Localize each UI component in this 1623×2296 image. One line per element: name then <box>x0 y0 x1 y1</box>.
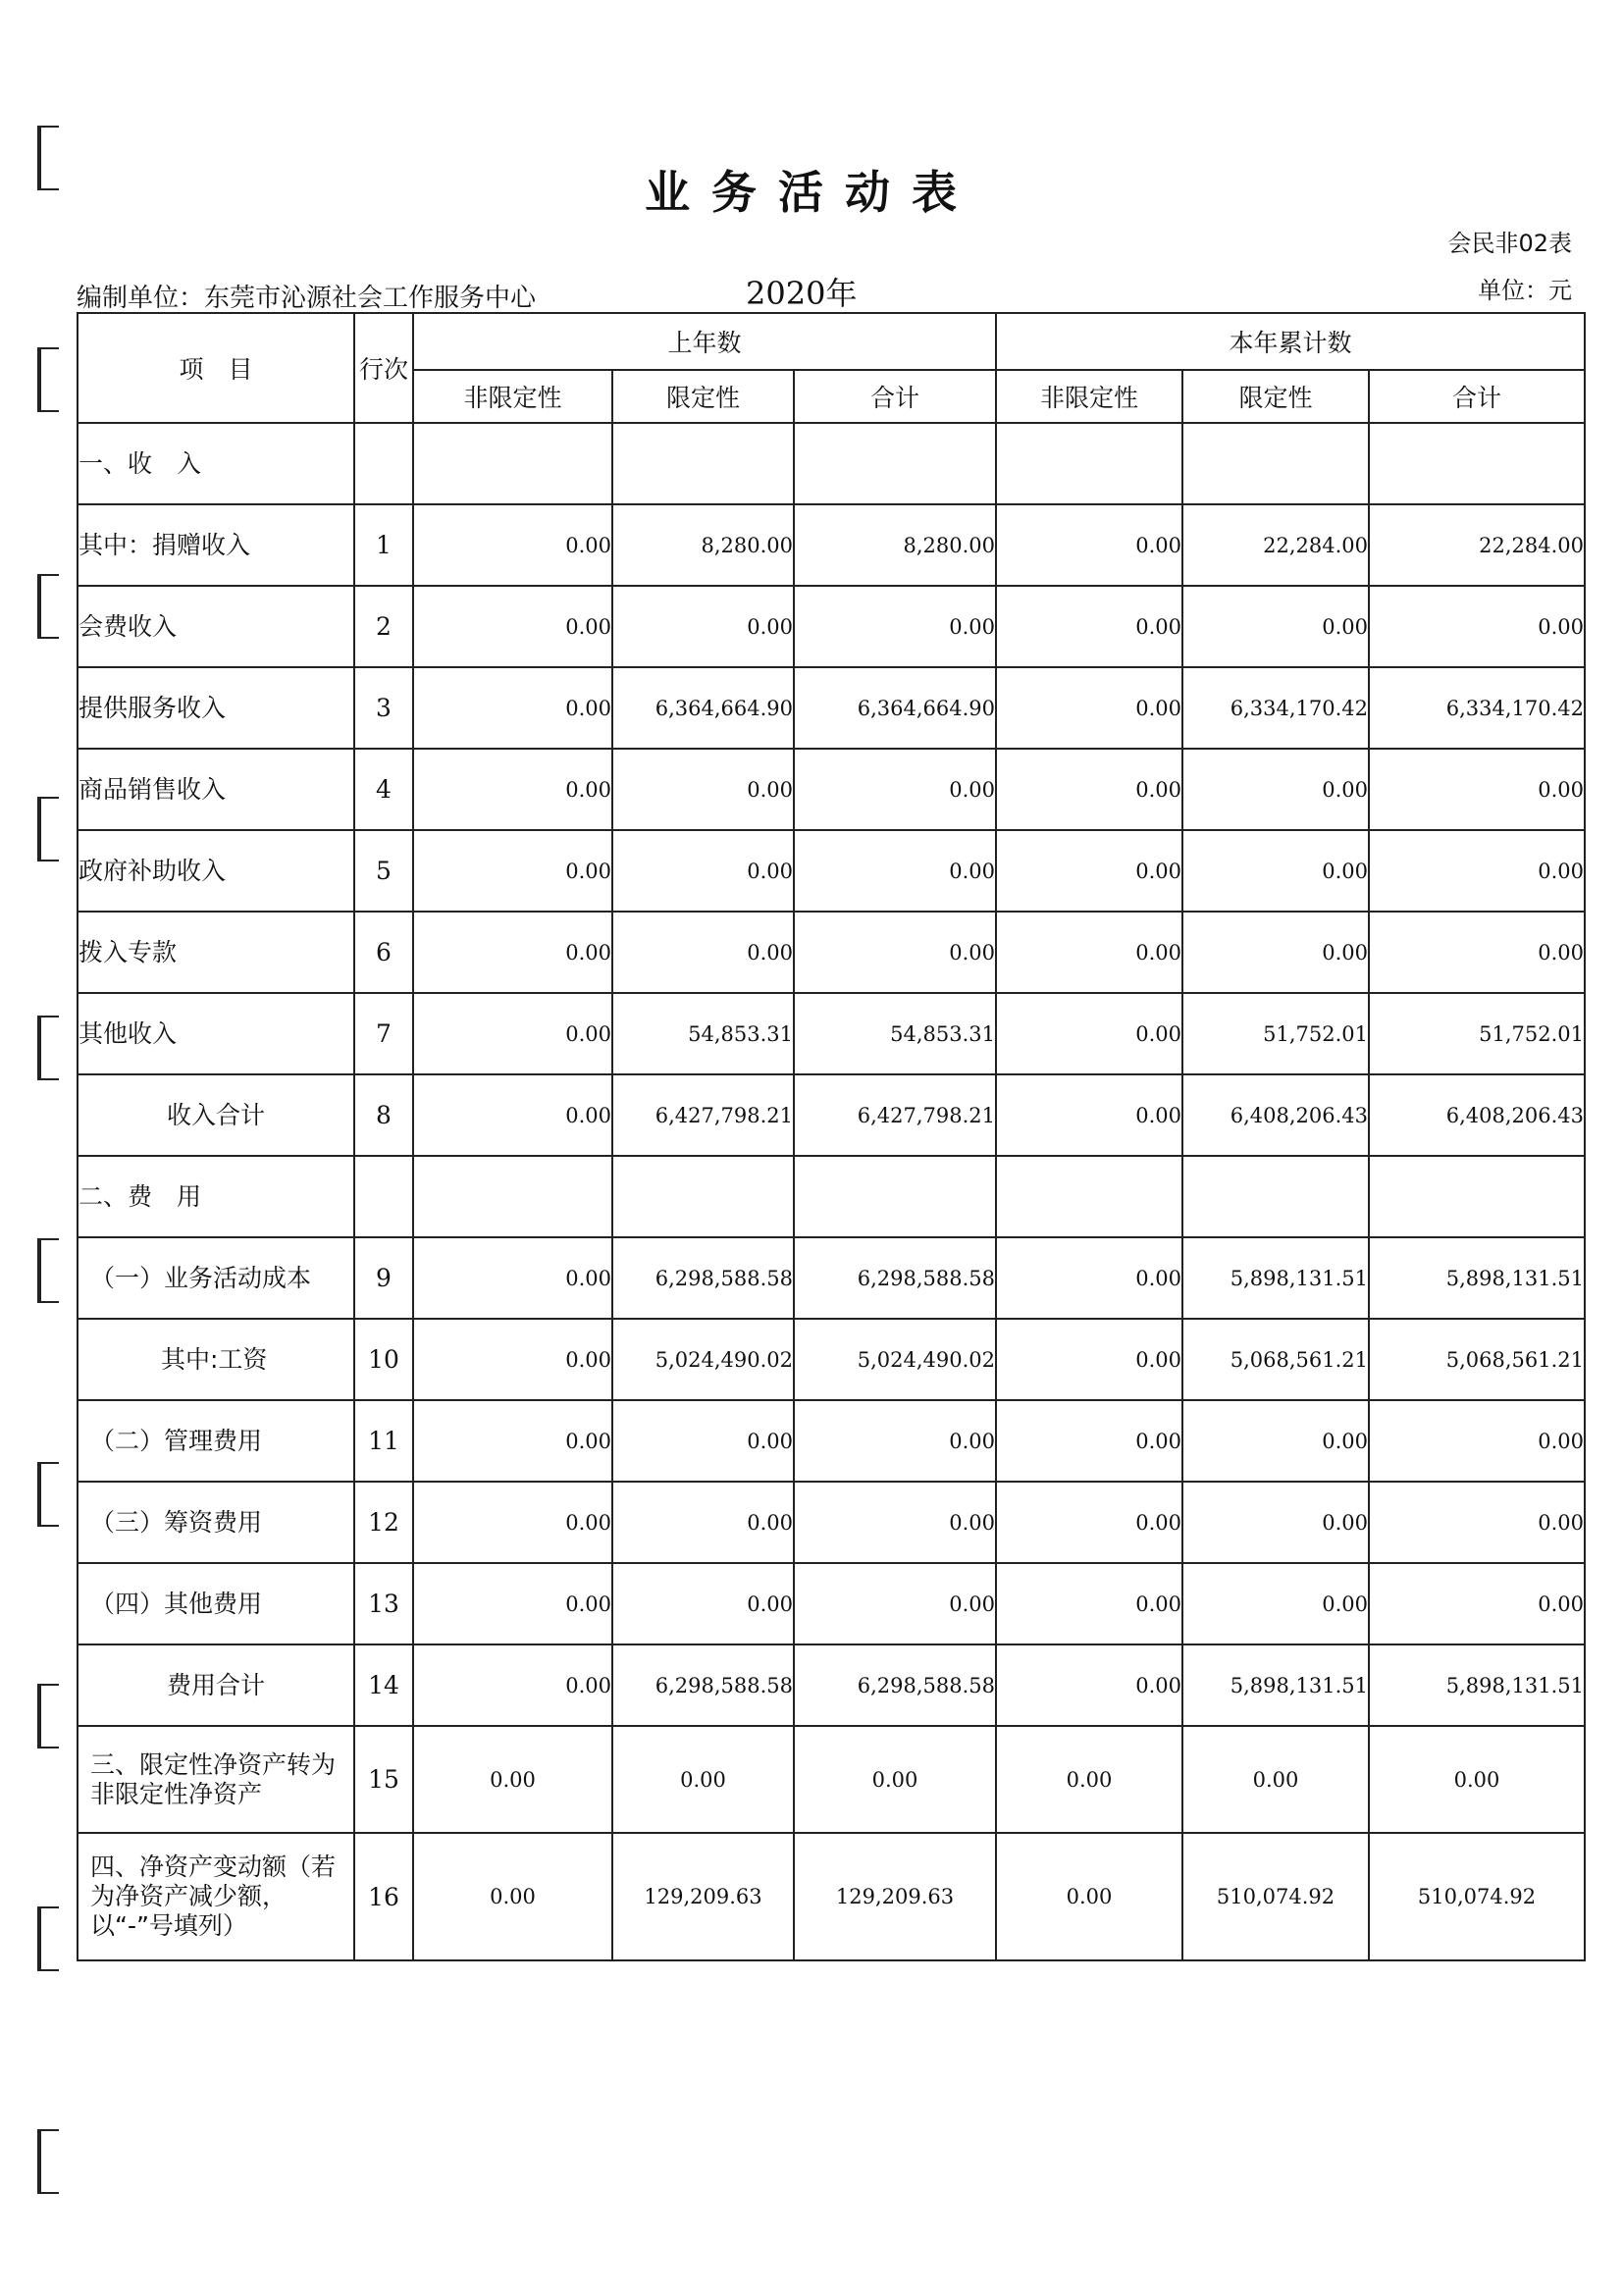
cell-value: 0.00 <box>612 749 794 830</box>
org-label: 编制单位：东莞市沁源社会工作服务中心 <box>77 284 537 313</box>
cell-value: 5,068,561.21 <box>1369 1319 1585 1400</box>
cell-value: 0.00 <box>1369 912 1585 993</box>
cell-value: 0.00 <box>413 1726 612 1833</box>
cell-value: 51,752.01 <box>1182 993 1369 1074</box>
cell-value: 6,298,588.58 <box>794 1237 996 1319</box>
cell-value: 0.00 <box>794 1400 996 1482</box>
cell-value: 0.00 <box>1182 912 1369 993</box>
cell-value: 8,280.00 <box>612 504 794 586</box>
cell-value: 0.00 <box>413 1563 612 1644</box>
cell-value <box>1369 1156 1585 1237</box>
cell-value: 0.00 <box>996 1644 1182 1726</box>
cell-value: 0.00 <box>996 667 1182 749</box>
cell-value: 0.00 <box>996 1833 1182 1960</box>
cell-value: 6,334,170.42 <box>1369 667 1585 749</box>
header-curr-unrestricted: 非限定性 <box>996 370 1182 423</box>
cell-value: 0.00 <box>996 1400 1182 1482</box>
cell-value: 5,898,131.51 <box>1182 1644 1369 1726</box>
row-number: 14 <box>354 1644 413 1726</box>
cell-value: 0.00 <box>413 1400 612 1482</box>
cell-value: 6,427,798.21 <box>794 1074 996 1156</box>
table-row <box>78 1833 1585 1960</box>
form-code: 会民非02表 <box>1447 230 1572 257</box>
cell-value: 5,898,131.51 <box>1182 1237 1369 1319</box>
row-label: 其中：捐赠收入 <box>78 504 354 586</box>
table-row <box>78 667 1585 749</box>
table-row <box>78 1400 1585 1482</box>
cell-value <box>612 1156 794 1237</box>
cell-value: 0.00 <box>413 1482 612 1563</box>
table-row <box>78 749 1585 830</box>
table-row <box>78 1563 1585 1644</box>
header-prev-year: 上年数 <box>413 313 996 370</box>
cell-value: 0.00 <box>612 912 794 993</box>
row-number: 4 <box>354 749 413 830</box>
table-row <box>78 423 1585 504</box>
cell-value: 0.00 <box>612 830 794 912</box>
row-number <box>354 1156 413 1237</box>
cell-value <box>1182 1156 1369 1237</box>
cell-value: 0.00 <box>1182 1400 1369 1482</box>
table-row <box>78 1156 1585 1237</box>
cell-value: 0.00 <box>794 1563 996 1644</box>
cell-value: 0.00 <box>794 830 996 912</box>
cell-value: 0.00 <box>996 504 1182 586</box>
header-row-no: 行次 <box>354 313 413 423</box>
table-row <box>78 1237 1585 1319</box>
cell-value: 0.00 <box>794 586 996 667</box>
cell-value: 0.00 <box>996 830 1182 912</box>
cell-value: 0.00 <box>794 912 996 993</box>
cell-value: 22,284.00 <box>1369 504 1585 586</box>
header-prev-unrestricted: 非限定性 <box>413 370 612 423</box>
row-number <box>354 423 413 504</box>
cell-value: 5,024,490.02 <box>612 1319 794 1400</box>
cell-value <box>1369 423 1585 504</box>
cell-value: 510,074.92 <box>1182 1833 1369 1960</box>
page-title: 业务活动表 <box>645 166 978 219</box>
cell-value: 6,408,206.43 <box>1182 1074 1369 1156</box>
activity-table <box>77 312 1586 1961</box>
row-number: 12 <box>354 1482 413 1563</box>
cell-value: 0.00 <box>996 749 1182 830</box>
row-label: （四）其他费用 <box>78 1563 354 1644</box>
cell-value: 0.00 <box>996 1563 1182 1644</box>
row-number: 11 <box>354 1400 413 1482</box>
row-label: 其中:工资 <box>78 1319 354 1400</box>
header-curr-total: 合计 <box>1369 370 1585 423</box>
row-label: 商品销售收入 <box>78 749 354 830</box>
cell-value: 0.00 <box>413 1833 612 1960</box>
cell-value: 0.00 <box>1182 1726 1369 1833</box>
table-row <box>78 586 1585 667</box>
binding-bracket <box>37 797 59 861</box>
cell-value: 54,853.31 <box>612 993 794 1074</box>
cell-value: 0.00 <box>1182 1482 1369 1563</box>
cell-value: 0.00 <box>413 667 612 749</box>
row-number: 5 <box>354 830 413 912</box>
cell-value: 0.00 <box>996 1726 1182 1833</box>
row-number: 10 <box>354 1319 413 1400</box>
table-row <box>78 1074 1585 1156</box>
row-number: 2 <box>354 586 413 667</box>
cell-value: 0.00 <box>413 749 612 830</box>
table-row <box>78 504 1585 586</box>
cell-value: 6,364,664.90 <box>794 667 996 749</box>
cell-value: 0.00 <box>413 1319 612 1400</box>
cell-value: 0.00 <box>1369 1726 1585 1833</box>
unit-label: 单位：元 <box>1478 277 1572 304</box>
cell-value <box>1182 423 1369 504</box>
binding-bracket <box>37 347 59 412</box>
row-number: 3 <box>354 667 413 749</box>
row-label: 拨入专款 <box>78 912 354 993</box>
cell-value: 6,298,588.58 <box>794 1644 996 1726</box>
cell-value: 0.00 <box>413 1237 612 1319</box>
cell-value: 0.00 <box>1182 586 1369 667</box>
cell-value: 5,898,131.51 <box>1369 1237 1585 1319</box>
header-item: 项 目 <box>78 313 354 423</box>
cell-value: 0.00 <box>612 586 794 667</box>
cell-value: 0.00 <box>413 1644 612 1726</box>
row-label: 收入合计 <box>78 1074 354 1156</box>
cell-value: 0.00 <box>996 912 1182 993</box>
table-row <box>78 912 1585 993</box>
cell-value: 0.00 <box>612 1726 794 1833</box>
cell-value: 6,298,588.58 <box>612 1644 794 1726</box>
row-label: （一）业务活动成本 <box>78 1237 354 1319</box>
cell-value <box>794 423 996 504</box>
cell-value: 0.00 <box>1182 749 1369 830</box>
row-label: 一、收 入 <box>78 423 354 504</box>
cell-value: 0.00 <box>996 1237 1182 1319</box>
header-curr-year: 本年累计数 <box>996 313 1585 370</box>
cell-value: 0.00 <box>1182 1563 1369 1644</box>
cell-value: 0.00 <box>1369 1482 1585 1563</box>
report-year: 2020年 <box>746 275 858 312</box>
header-prev-total: 合计 <box>794 370 996 423</box>
table-row <box>78 1319 1585 1400</box>
row-label: 四、净资产变动额（若为净资产减少额，以“-”号填列） <box>78 1833 354 1960</box>
row-number: 7 <box>354 993 413 1074</box>
binding-bracket <box>37 1016 59 1080</box>
cell-value: 0.00 <box>996 1074 1182 1156</box>
row-number: 16 <box>354 1833 413 1960</box>
row-label: 费用合计 <box>78 1644 354 1726</box>
cell-value: 129,209.63 <box>794 1833 996 1960</box>
cell-value: 0.00 <box>996 586 1182 667</box>
cell-value <box>413 1156 612 1237</box>
row-number: 13 <box>354 1563 413 1644</box>
cell-value: 54,853.31 <box>794 993 996 1074</box>
cell-value: 5,024,490.02 <box>794 1319 996 1400</box>
cell-value: 0.00 <box>996 1482 1182 1563</box>
cell-value: 0.00 <box>1369 586 1585 667</box>
cell-value: 6,298,588.58 <box>612 1237 794 1319</box>
cell-value: 5,898,131.51 <box>1369 1644 1585 1726</box>
cell-value: 0.00 <box>996 993 1182 1074</box>
binding-bracket <box>37 1238 59 1303</box>
cell-value <box>612 423 794 504</box>
cell-value: 6,334,170.42 <box>1182 667 1369 749</box>
cell-value: 0.00 <box>996 1319 1182 1400</box>
header-curr-restricted: 限定性 <box>1182 370 1369 423</box>
cell-value: 129,209.63 <box>612 1833 794 1960</box>
cell-value: 0.00 <box>1369 830 1585 912</box>
table-row <box>78 993 1585 1074</box>
row-label: 三、限定性净资产转为非限定性净资产 <box>78 1726 354 1833</box>
binding-bracket <box>37 1684 59 1748</box>
cell-value: 0.00 <box>413 912 612 993</box>
binding-bracket <box>37 2129 59 2194</box>
cell-value <box>996 1156 1182 1237</box>
row-label: 会费收入 <box>78 586 354 667</box>
cell-value: 0.00 <box>1369 1400 1585 1482</box>
row-label: 其他收入 <box>78 993 354 1074</box>
cell-value <box>413 423 612 504</box>
cell-value: 0.00 <box>612 1482 794 1563</box>
cell-value: 0.00 <box>413 1074 612 1156</box>
row-label: （二）管理费用 <box>78 1400 354 1482</box>
row-label: 二、费 用 <box>78 1156 354 1237</box>
header-prev-restricted: 限定性 <box>612 370 794 423</box>
row-label: 提供服务收入 <box>78 667 354 749</box>
table-row <box>78 1482 1585 1563</box>
cell-value: 8,280.00 <box>794 504 996 586</box>
cell-value: 0.00 <box>794 1726 996 1833</box>
cell-value: 6,364,664.90 <box>612 667 794 749</box>
binding-bracket <box>37 1906 59 1971</box>
cell-value: 0.00 <box>413 586 612 667</box>
cell-value: 0.00 <box>413 830 612 912</box>
binding-bracket <box>37 1462 59 1527</box>
table-row <box>78 830 1585 912</box>
cell-value: 51,752.01 <box>1369 993 1585 1074</box>
cell-value: 0.00 <box>612 1400 794 1482</box>
row-number: 6 <box>354 912 413 993</box>
table-row <box>78 1726 1585 1833</box>
cell-value: 0.00 <box>413 504 612 586</box>
binding-bracket <box>37 574 59 639</box>
cell-value <box>996 423 1182 504</box>
table-row <box>78 1644 1585 1726</box>
cell-value: 6,427,798.21 <box>612 1074 794 1156</box>
row-label: 政府补助收入 <box>78 830 354 912</box>
cell-value: 510,074.92 <box>1369 1833 1585 1960</box>
row-number: 8 <box>354 1074 413 1156</box>
cell-value <box>794 1156 996 1237</box>
cell-value: 0.00 <box>1182 830 1369 912</box>
row-number: 9 <box>354 1237 413 1319</box>
cell-value: 0.00 <box>413 993 612 1074</box>
row-number: 15 <box>354 1726 413 1833</box>
cell-value: 0.00 <box>1369 749 1585 830</box>
cell-value: 22,284.00 <box>1182 504 1369 586</box>
row-label: （三）筹资费用 <box>78 1482 354 1563</box>
cell-value: 0.00 <box>794 1482 996 1563</box>
cell-value: 0.00 <box>612 1563 794 1644</box>
cell-value: 6,408,206.43 <box>1369 1074 1585 1156</box>
cell-value: 0.00 <box>1369 1563 1585 1644</box>
row-number: 1 <box>354 504 413 586</box>
cell-value: 5,068,561.21 <box>1182 1319 1369 1400</box>
cell-value: 0.00 <box>794 749 996 830</box>
